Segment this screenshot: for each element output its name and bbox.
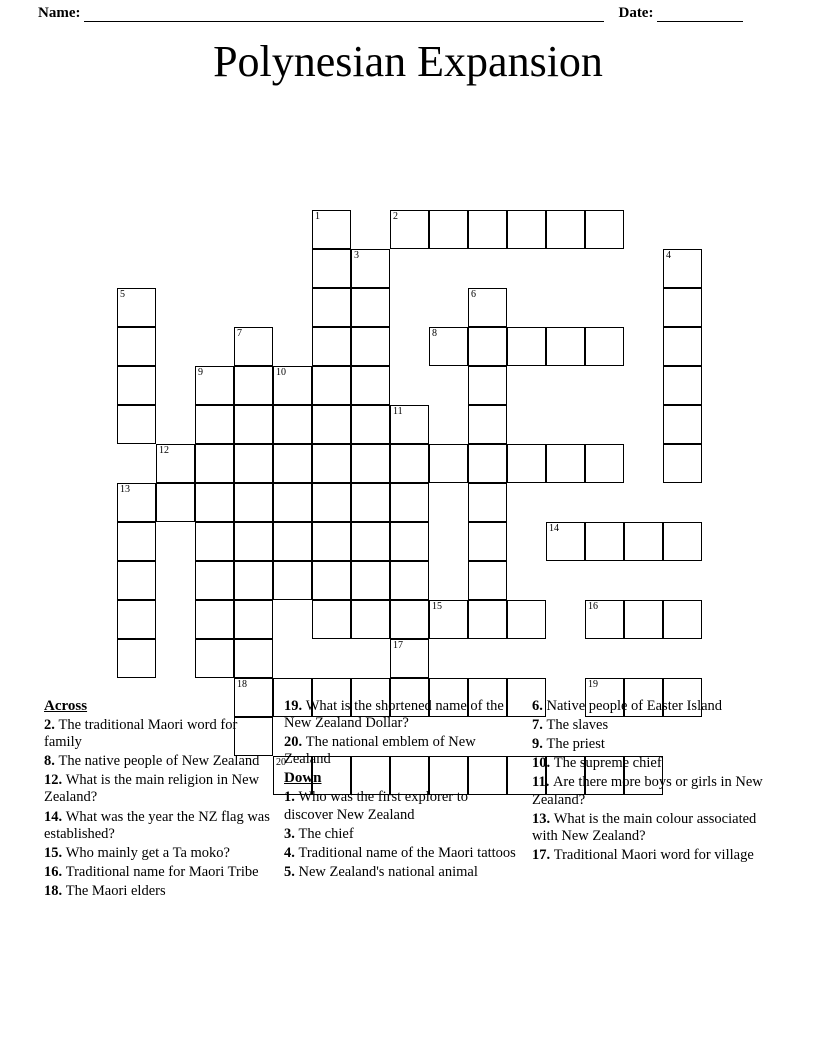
down-clue: [284, 789, 520, 823]
grid-cell-number: 9: [198, 367, 203, 379]
grid-cell-number: 4: [666, 250, 671, 262]
grid-cell[interactable]: [312, 249, 351, 288]
grid-cell[interactable]: [312, 210, 351, 249]
grid-cell[interactable]: [234, 366, 273, 405]
grid-cell[interactable]: [312, 327, 351, 366]
clue-number: 16.: [44, 863, 66, 880]
grid-cell-number: 15: [432, 601, 442, 613]
grid-cell-number: 1: [315, 211, 320, 223]
grid-cell[interactable]: [663, 405, 702, 444]
grid-cell[interactable]: [390, 405, 429, 444]
grid-cell[interactable]: [351, 327, 390, 366]
grid-cell[interactable]: [468, 600, 507, 639]
across-clue: [44, 845, 272, 862]
down-clue: [532, 755, 772, 772]
grid-cell[interactable]: [117, 288, 156, 327]
grid-cell[interactable]: [429, 210, 468, 249]
grid-cell[interactable]: [390, 561, 429, 600]
grid-cell[interactable]: [468, 327, 507, 366]
grid-cell[interactable]: [312, 522, 351, 561]
grid-cell[interactable]: [507, 600, 546, 639]
grid-cell[interactable]: [273, 561, 312, 600]
clue-number: 17.: [532, 846, 554, 863]
grid-cell[interactable]: [546, 210, 585, 249]
grid-cell[interactable]: [351, 483, 390, 522]
grid-cell[interactable]: [468, 522, 507, 561]
grid-cell-number: 16: [588, 601, 598, 613]
grid-cell[interactable]: [117, 561, 156, 600]
grid-cell[interactable]: [585, 600, 624, 639]
grid-cell[interactable]: [117, 483, 156, 522]
grid-cell[interactable]: [195, 561, 234, 600]
clue-text: Traditional Maori word for village: [553, 846, 754, 863]
clue-number: 1.: [284, 789, 299, 806]
grid-cell[interactable]: [117, 405, 156, 444]
grid-cell[interactable]: [546, 522, 585, 561]
grid-cell[interactable]: [546, 327, 585, 366]
clue-number: 6.: [532, 698, 547, 714]
grid-cell[interactable]: [663, 288, 702, 327]
grid-cell[interactable]: [351, 405, 390, 444]
date-write-line[interactable]: [657, 9, 743, 22]
down-clue: [532, 774, 772, 808]
grid-cell-number: 3: [354, 250, 359, 262]
grid-cell[interactable]: [195, 444, 234, 483]
grid-cell[interactable]: [195, 600, 234, 639]
clue-text: Are there more boys or girls in New Zealand?: [532, 774, 763, 808]
grid-cell[interactable]: [234, 327, 273, 366]
grid-cell[interactable]: [234, 561, 273, 600]
grid-cell[interactable]: [273, 366, 312, 405]
grid-cell-number: 5: [120, 289, 125, 301]
clue-number: 8.: [44, 753, 59, 770]
clue-number: 7.: [532, 717, 547, 734]
page-title: Polynesian Expansion: [213, 37, 603, 86]
down-clue: [284, 826, 520, 843]
grid-cell[interactable]: [312, 561, 351, 600]
grid-cell[interactable]: [585, 210, 624, 249]
clue-text: Traditional name for Maori Tribe: [65, 863, 259, 880]
grid-cell[interactable]: [312, 444, 351, 483]
clue-text: New Zealand's national animal: [298, 863, 478, 880]
grid-cell[interactable]: [234, 522, 273, 561]
grid-cell[interactable]: [507, 444, 546, 483]
worksheet-header: [0, 0, 816, 22]
grid-cell[interactable]: [312, 288, 351, 327]
down-clue: [532, 847, 772, 864]
across-clue: [284, 734, 520, 768]
grid-cell[interactable]: [624, 600, 663, 639]
grid-cell[interactable]: [585, 444, 624, 483]
grid-cell[interactable]: [351, 366, 390, 405]
across-clue: [44, 864, 272, 881]
down-clue: [532, 717, 772, 734]
grid-cell[interactable]: [117, 327, 156, 366]
clue-number: 4.: [284, 844, 299, 861]
grid-cell[interactable]: [195, 366, 234, 405]
clues-section: [44, 698, 784, 902]
grid-cell[interactable]: [117, 366, 156, 405]
grid-cell[interactable]: [468, 483, 507, 522]
grid-cell[interactable]: [507, 210, 546, 249]
down-clue: [284, 845, 520, 862]
grid-cell[interactable]: [117, 639, 156, 678]
grid-cell[interactable]: [312, 405, 351, 444]
grid-cell[interactable]: [234, 600, 273, 639]
clue-text: What is the main colour associated with New Zealand?: [532, 810, 757, 844]
down-clue: [532, 736, 772, 753]
grid-cell-number: 12: [159, 445, 169, 457]
grid-cell[interactable]: [195, 405, 234, 444]
grid-cell[interactable]: [390, 444, 429, 483]
across-clue: [44, 772, 272, 806]
grid-cell[interactable]: [351, 444, 390, 483]
grid-cell[interactable]: [663, 366, 702, 405]
grid-cell[interactable]: [351, 600, 390, 639]
grid-cell[interactable]: [273, 444, 312, 483]
clue-number: 12.: [44, 772, 66, 789]
grid-cell-number: 10: [276, 367, 286, 379]
clue-number: 19.: [284, 698, 306, 714]
grid-cell[interactable]: [429, 444, 468, 483]
grid-cell-number: 6: [471, 289, 476, 301]
grid-cell[interactable]: [234, 639, 273, 678]
grid-cell[interactable]: [507, 327, 546, 366]
grid-cell-number: 17: [393, 640, 403, 652]
grid-cell[interactable]: [390, 483, 429, 522]
across-heading: Across: [44, 698, 88, 714]
clue-number: 14.: [44, 808, 66, 825]
grid-cell-number: 7: [237, 328, 242, 340]
grid-cell[interactable]: [312, 483, 351, 522]
clue-text: Traditional name of the Maori tattoos: [298, 844, 516, 861]
grid-cell[interactable]: [390, 639, 429, 678]
grid-cell-number: 20: [276, 757, 286, 769]
grid-cell-number: 14: [549, 523, 559, 535]
clues-column-2: [284, 698, 532, 902]
grid-cell[interactable]: [195, 639, 234, 678]
grid-cell[interactable]: [468, 288, 507, 327]
clue-text: The priest: [546, 736, 605, 753]
grid-cell[interactable]: [390, 522, 429, 561]
grid-cell[interactable]: [195, 522, 234, 561]
grid-cell[interactable]: [351, 522, 390, 561]
grid-cell-number: 19: [588, 679, 598, 691]
grid-cell-number: 18: [237, 679, 247, 691]
clue-text: Who was the first explorer to discover New Zealand: [284, 789, 469, 823]
grid-cell[interactable]: [546, 444, 585, 483]
clue-number: 11.: [532, 774, 553, 791]
grid-cell[interactable]: [585, 522, 624, 561]
across-clue: [284, 698, 520, 732]
clue-text: Who mainly get a Ta moko?: [65, 844, 230, 861]
grid-cell[interactable]: [117, 522, 156, 561]
grid-cell[interactable]: [273, 405, 312, 444]
grid-cell-number: 2: [393, 211, 398, 223]
grid-cell[interactable]: [624, 522, 663, 561]
clue-number: 13.: [532, 810, 554, 827]
clue-text: The Maori elders: [65, 882, 166, 899]
grid-cell[interactable]: [429, 327, 468, 366]
clue-number: 15.: [44, 844, 66, 861]
down-clue: [532, 811, 772, 845]
grid-cell[interactable]: [351, 561, 390, 600]
clues-column-1: [44, 698, 284, 902]
clues-column-3: [532, 698, 784, 902]
clue-number: 18.: [44, 882, 66, 899]
grid-cell[interactable]: [234, 444, 273, 483]
grid-cell[interactable]: [468, 210, 507, 249]
name-write-line[interactable]: [84, 9, 604, 22]
down-heading: Down: [284, 770, 322, 787]
grid-cell[interactable]: [429, 600, 468, 639]
clue-number: 2.: [44, 717, 59, 733]
grid-cell[interactable]: [663, 600, 702, 639]
grid-cell[interactable]: [390, 210, 429, 249]
clue-number: 3.: [284, 825, 299, 842]
across-clue: [44, 717, 272, 751]
grid-cell-number: 11: [393, 406, 403, 418]
grid-cell[interactable]: [273, 483, 312, 522]
grid-cell[interactable]: [195, 483, 234, 522]
grid-cell[interactable]: [663, 444, 702, 483]
clue-text: The supreme chief: [553, 755, 662, 772]
clue-text: Native people of Easter Island: [546, 698, 723, 714]
clue-text: The native people of New Zealand: [58, 753, 260, 770]
name-label: Name:: [38, 5, 81, 21]
grid-cell[interactable]: [390, 600, 429, 639]
clue-text: What was the year the NZ flag was established?: [44, 808, 270, 842]
grid-cell[interactable]: [468, 405, 507, 444]
date-label: Date:: [618, 5, 654, 21]
clue-number: 10.: [532, 755, 554, 772]
grid-cell[interactable]: [663, 249, 702, 288]
grid-cell[interactable]: [234, 405, 273, 444]
clue-number: 5.: [284, 863, 299, 880]
grid-cell[interactable]: [312, 366, 351, 405]
clue-text: What is the main religion in New Zealand?: [44, 772, 260, 806]
grid-cell[interactable]: [312, 600, 351, 639]
grid-cell[interactable]: [351, 249, 390, 288]
clue-text: The slaves: [546, 717, 609, 734]
grid-cell[interactable]: [663, 327, 702, 366]
clue-text: The traditional Maori word for family: [44, 717, 238, 751]
grid-cell[interactable]: [156, 483, 195, 522]
grid-cell[interactable]: [468, 444, 507, 483]
down-clue: [532, 698, 772, 715]
grid-cell-number: 13: [120, 484, 130, 496]
down-clue: [284, 864, 520, 881]
grid-cell[interactable]: [585, 327, 624, 366]
grid-cell[interactable]: [156, 444, 195, 483]
clue-text: The national emblem of New Zealand: [284, 734, 476, 768]
grid-cell-number: 8: [432, 328, 437, 340]
across-clue: [44, 883, 272, 900]
across-clue: [44, 753, 272, 770]
clue-number: 20.: [284, 734, 306, 751]
grid-cell[interactable]: [468, 561, 507, 600]
grid-cell[interactable]: [117, 600, 156, 639]
across-clue: [44, 809, 272, 843]
grid-cell[interactable]: [468, 366, 507, 405]
clue-text: What is the shortened name of the New Zealand Dollar?: [284, 698, 504, 732]
grid-cell[interactable]: [273, 522, 312, 561]
grid-cell[interactable]: [234, 483, 273, 522]
grid-cell[interactable]: [351, 288, 390, 327]
clue-text: The chief: [298, 825, 354, 842]
grid-cell[interactable]: [663, 522, 702, 561]
clue-number: 9.: [532, 736, 547, 753]
